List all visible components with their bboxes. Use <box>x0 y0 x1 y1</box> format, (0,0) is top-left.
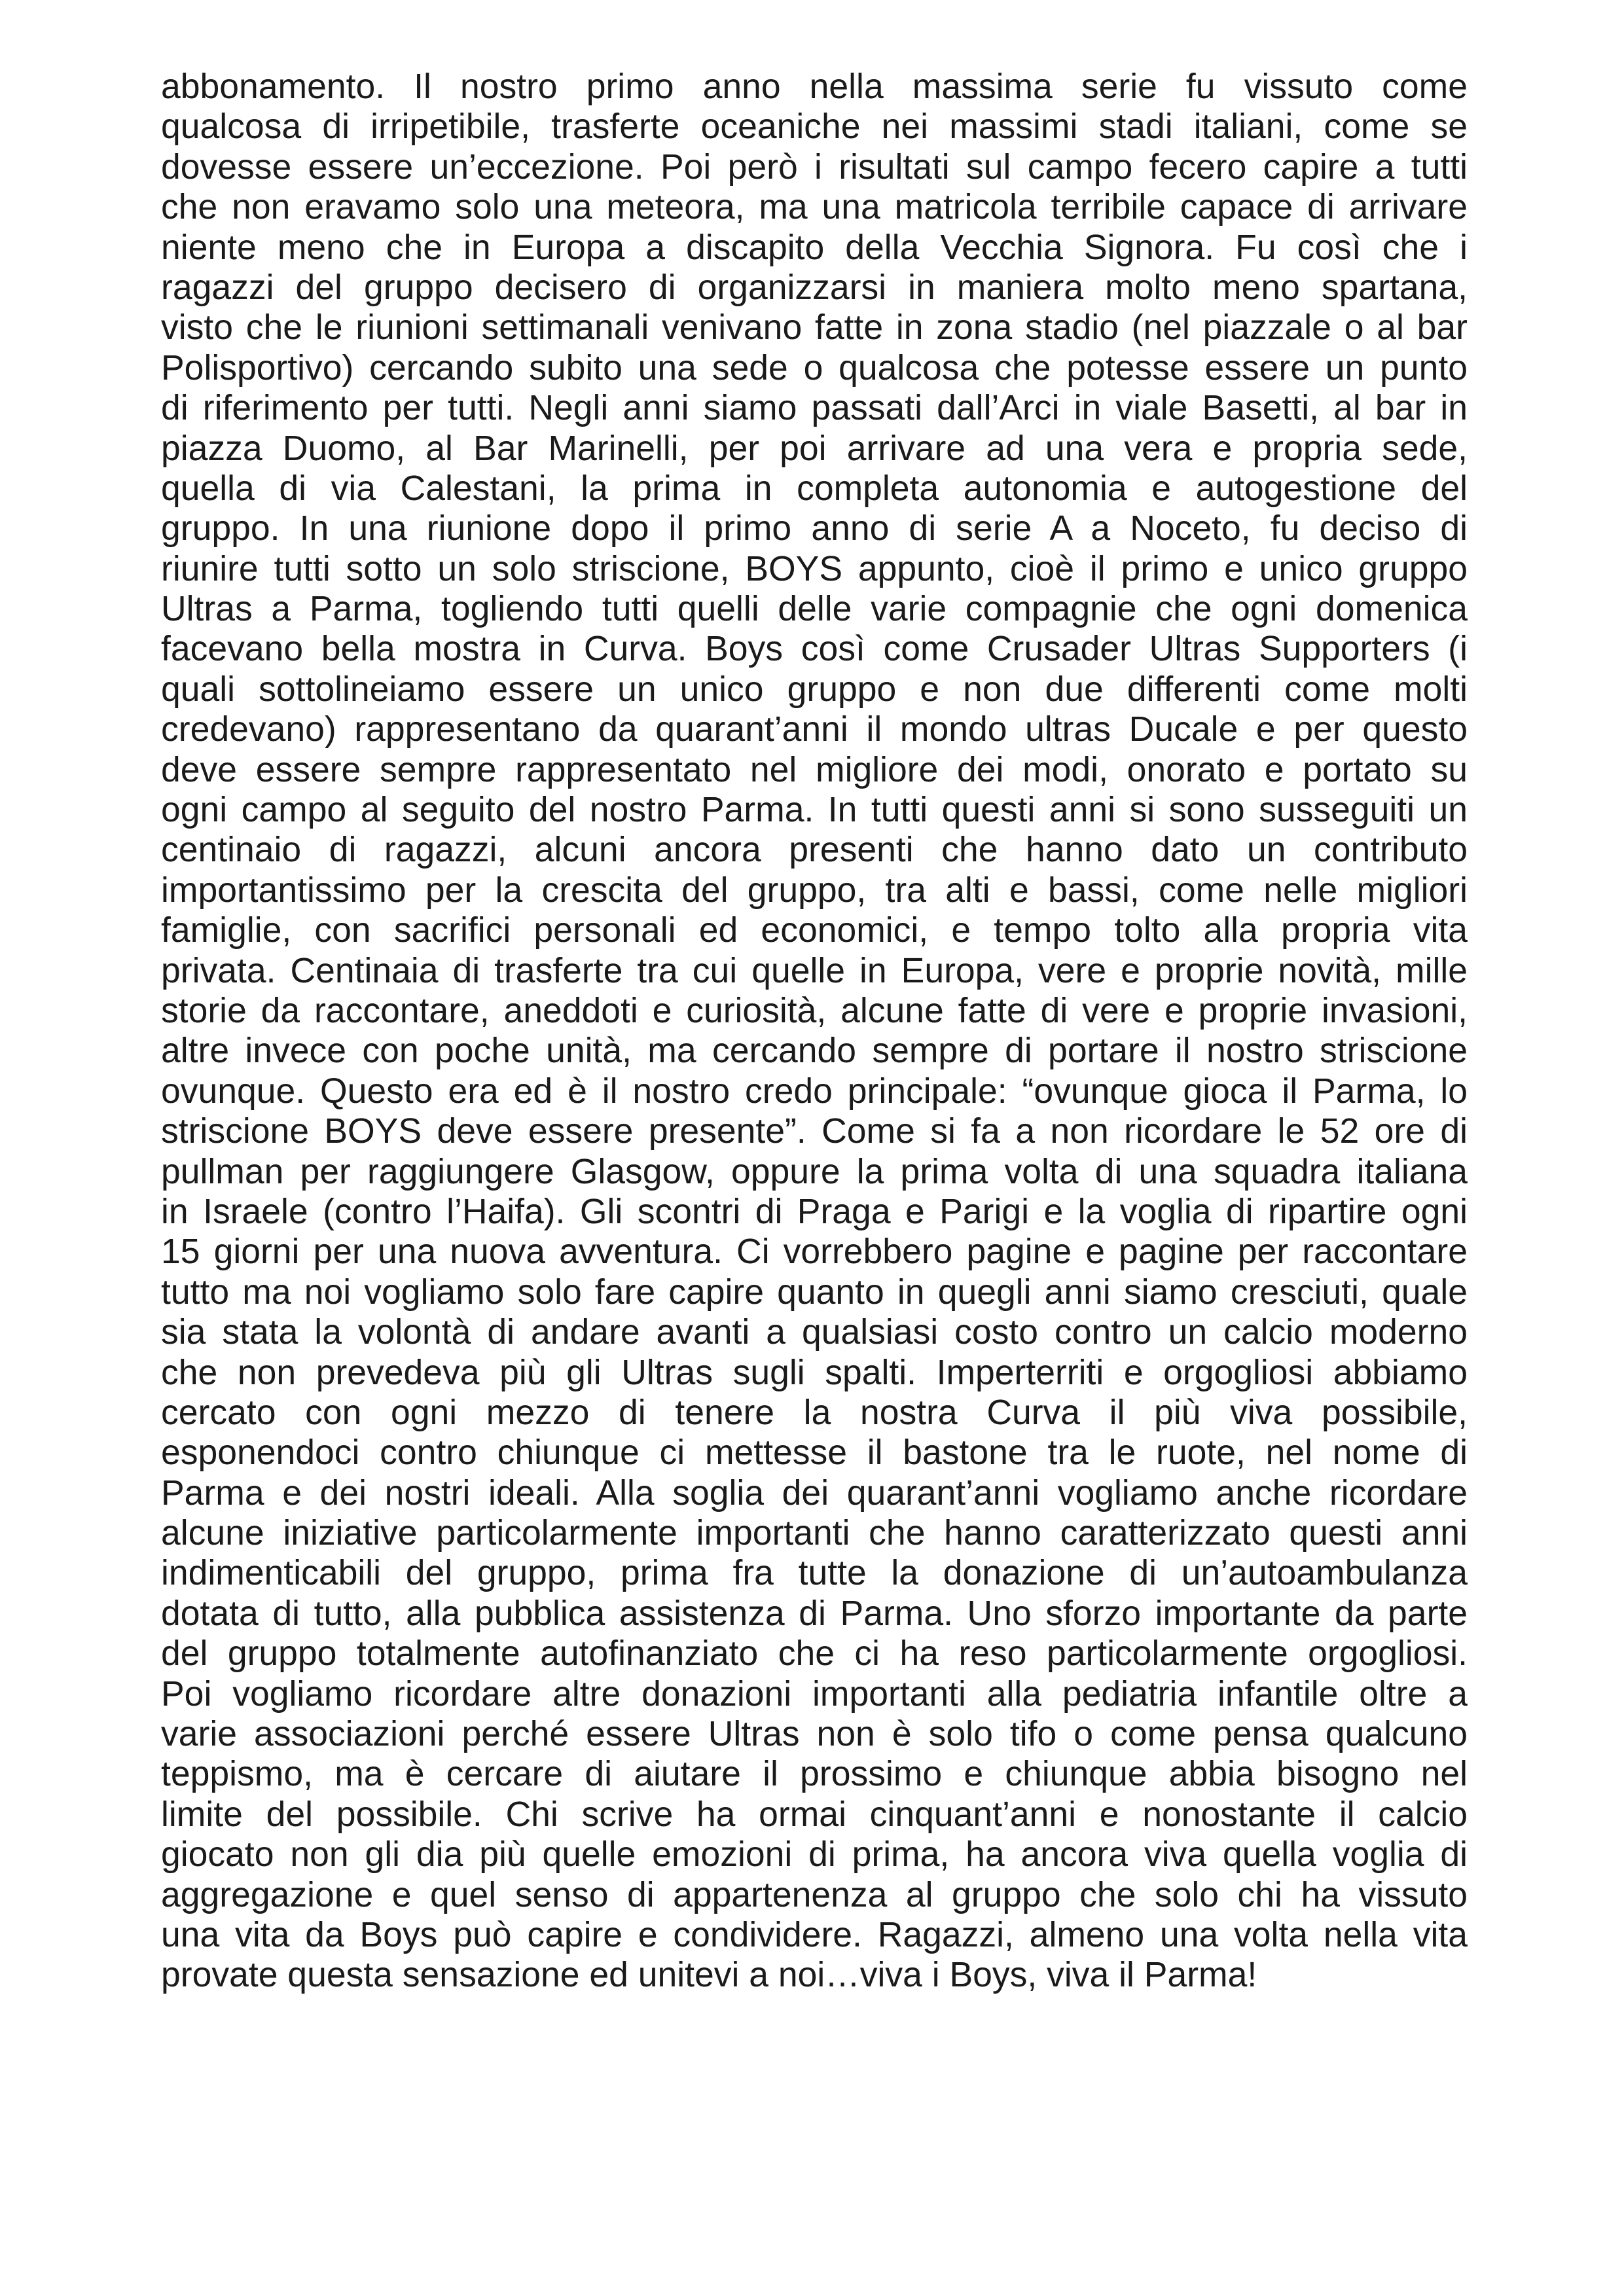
text-line: indimenticabili del gruppo, prima fra tutte la donazione di un’autoambulanza <box>161 1554 1468 1593</box>
text-line: facevano bella mostra in Curva. Boys così come Crusader Ultras Supporters (i <box>161 630 1468 669</box>
text-line: ovunque. Questo era ed è il nostro credo principale: “ovunque gioca il Parma, lo <box>161 1071 1468 1111</box>
text-line: dotata di tutto, alla pubblica assistenza di Parma. Uno sforzo importante da parte <box>161 1594 1468 1633</box>
text-line: Parma e dei nostri ideali. Alla soglia dei quarant’anni vogliamo anche ricordare <box>161 1473 1468 1513</box>
text-line: Poi vogliamo ricordare altre donazioni importanti alla pediatria infantile oltre a <box>161 1674 1468 1713</box>
body-text <box>161 67 1468 1996</box>
text-line: varie associazioni perché essere Ultras non è solo tifo o come pensa qualcuno <box>161 1715 1468 1754</box>
text-line: visto che le riunioni settimanali venivano fatte in zona stadio (nel piazzale o al bar <box>161 308 1468 348</box>
text-line: storie da raccontare, aneddoti e curiosità, alcune fatte di vere e proprie invasioni, <box>161 991 1468 1030</box>
text-line: abbonamento. Il nostro primo anno nella massima serie fu vissuto come <box>161 67 1468 106</box>
text-line: esponendoci contro chiunque ci mettesse il bastone tra le ruote, nel nome di <box>161 1433 1468 1473</box>
text-line: gruppo. In una riunione dopo il primo anno di serie A a Noceto, fu deciso di <box>161 509 1468 548</box>
text-line: di riferimento per tutti. Negli anni siamo passati dall’Arci in viale Basetti, al bar in <box>161 389 1468 428</box>
text-line: niente meno che in Europa a discapito della Vecchia Signora. Fu così che i <box>161 228 1468 267</box>
text-line: che non prevedeva più gli Ultras sugli spalti. Imperterriti e orgogliosi abbiamo <box>161 1353 1468 1392</box>
text-line: una vita da Boys può capire e condividere. Ragazzi, almeno una volta nella vita <box>161 1915 1468 1954</box>
text-line: altre invece con poche unità, ma cercando sempre di portare il nostro striscione <box>161 1031 1468 1071</box>
text-line: credevano) rappresentano da quarant’anni il mondo ultras Ducale e per questo <box>161 710 1468 749</box>
text-line: in Israele (contro l’Haifa). Gli scontri di Praga e Parigi e la voglia di ripartire ogni <box>161 1192 1468 1231</box>
text-line: ragazzi del gruppo decisero di organizzarsi in maniera molto meno spartana, <box>161 268 1468 307</box>
text-line: limite del possibile. Chi scrive ha ormai cinquant’anni e nonostante il calcio <box>161 1795 1468 1834</box>
text-line: piazza Duomo, al Bar Marinelli, per poi arrivare ad una vera e propria sede, <box>161 429 1468 468</box>
text-line: riunire tutti sotto un solo striscione, BOYS appunto, cioè il primo e unico gruppo <box>161 549 1468 588</box>
text-line: del gruppo totalmente autofinanziato che ci ha reso particolarmente orgogliosi. <box>161 1634 1468 1674</box>
text-line: 15 giorni per una nuova avventura. Ci vorrebbero pagine e pagine per raccontare <box>161 1232 1468 1272</box>
text-line: pullman per raggiungere Glasgow, oppure la prima volta di una squadra italiana <box>161 1152 1468 1191</box>
text-line: importantissimo per la crescita del gruppo, tra alti e bassi, come nelle migliori <box>161 870 1468 910</box>
text-line: aggregazione e quel senso di appartenenza al gruppo che solo chi ha vissuto <box>161 1875 1468 1914</box>
text-line: tutto ma noi vogliamo solo fare capire quanto in quegli anni siamo cresciuti, quale <box>161 1272 1468 1312</box>
text-line: centinaio di ragazzi, alcuni ancora presenti che hanno dato un contributo <box>161 831 1468 870</box>
text-line: deve essere sempre rappresentato nel migliore dei modi, onorato e portato su <box>161 750 1468 789</box>
text-line: quella di via Calestani, la prima in completa autonomia e autogestione del <box>161 469 1468 508</box>
text-line: quali sottolineiamo essere un unico gruppo e non due differenti come molti <box>161 670 1468 709</box>
text-line: dovesse essere un’eccezione. Poi però i risultati sul campo fecero capire a tutti <box>161 147 1468 187</box>
text-line: sia stata la volontà di andare avanti a qualsiasi costo contro un calcio moderno <box>161 1313 1468 1352</box>
text-line: famiglie, con sacrifici personali ed economici, e tempo tolto alla propria vita <box>161 911 1468 950</box>
text-line: qualcosa di irripetibile, trasferte oceaniche nei massimi stadi italiani, come se <box>161 107 1468 147</box>
text-line: privata. Centinaia di trasferte tra cui quelle in Europa, vere e proprie novità, mille <box>161 951 1468 990</box>
text-line: Polisportivo) cercando subito una sede o qualcosa che potesse essere un punto <box>161 348 1468 387</box>
text-line: che non eravamo solo una meteora, ma una matricola terribile capace di arrivare <box>161 188 1468 227</box>
text-line: striscione BOYS deve essere presente”. Come si fa a non ricordare le 52 ore di <box>161 1112 1468 1151</box>
text-line: alcune iniziative particolarmente importanti che hanno caratterizzato questi anni <box>161 1514 1468 1553</box>
text-line: ogni campo al seguito del nostro Parma. In tutti questi anni si sono susseguiti un <box>161 791 1468 830</box>
text-line: cercato con ogni mezzo di tenere la nostra Curva il più viva possibile, <box>161 1393 1468 1432</box>
text-line: giocato non gli dia più quelle emozioni di prima, ha ancora viva quella voglia di <box>161 1835 1468 1874</box>
text-line-last: provate questa sensazione ed unitevi a noi…viva i Boys, viva il Parma! <box>161 1956 1257 1995</box>
text-line: Ultras a Parma, togliendo tutti quelli delle varie compagnie che ogni domenica <box>161 590 1468 629</box>
text-line: teppismo, ma è cercare di aiutare il prossimo e chiunque abbia bisogno nel <box>161 1755 1468 1794</box>
